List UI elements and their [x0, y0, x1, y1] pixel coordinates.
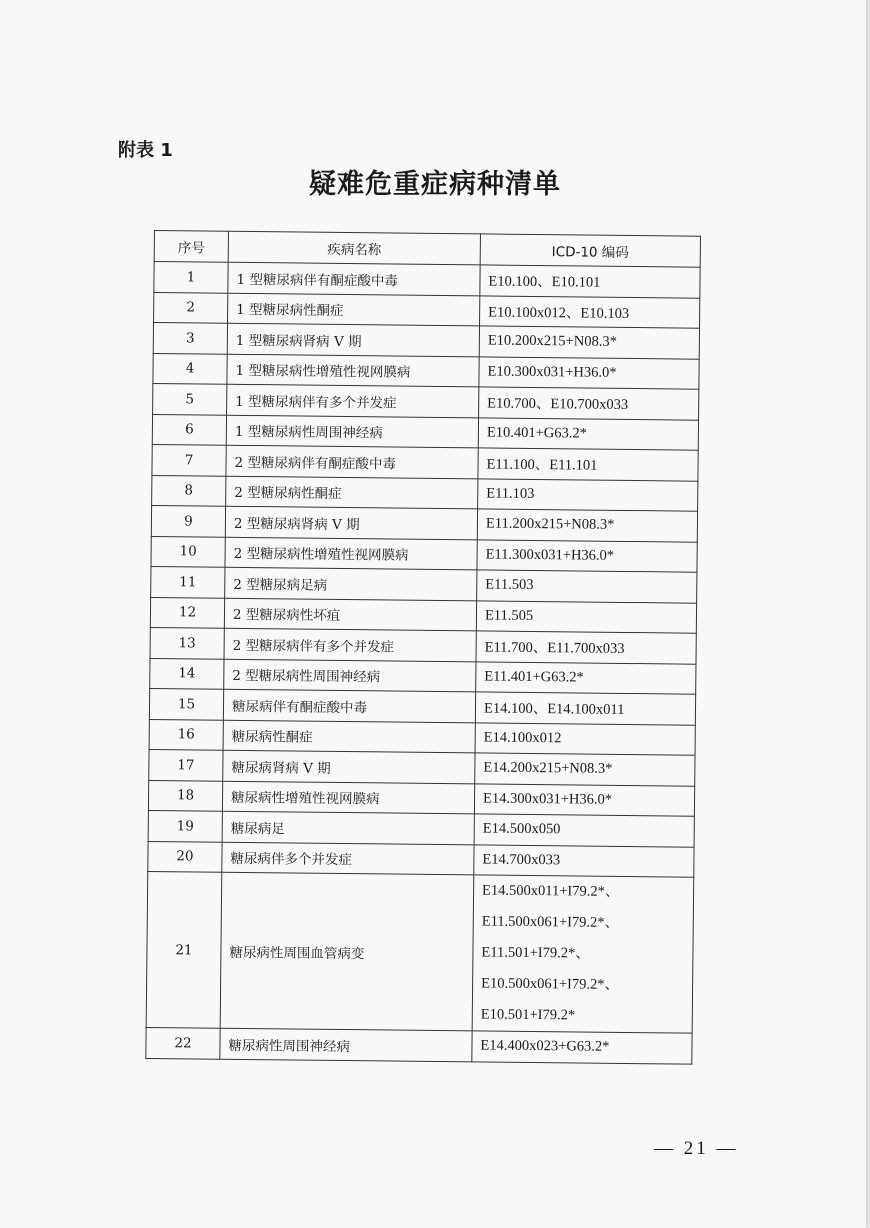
- icd-code-line: E11.501+I79.2*、: [481, 944, 590, 962]
- icd-code-line: E10.100x012、E10.103: [488, 304, 630, 322]
- icd-code-line: E11.200x215+N08.3*: [485, 515, 615, 534]
- row-disease-name: 2 型糖尿病性增殖性视网膜病: [225, 537, 477, 570]
- row-disease-name: 1 型糖尿病性周围神经病: [226, 415, 478, 448]
- row-disease-name: 2 型糖尿病性周围神经病: [224, 659, 476, 692]
- row-serial-number: 6: [152, 414, 226, 445]
- row-serial-number: 8: [152, 475, 226, 506]
- row-serial-number: 11: [151, 566, 225, 597]
- row-icd-code: [475, 722, 695, 755]
- row-serial-number: 13: [150, 627, 224, 658]
- icd-code-line: E14.300x031+H36.0*: [482, 790, 613, 808]
- icd-code-line: E14.100、E14.100x011: [483, 700, 625, 719]
- header-serial-number: 序号: [154, 231, 228, 263]
- icd-code-line: E14.500x011+I79.2*、: [482, 882, 620, 900]
- row-serial-number: 1: [154, 262, 228, 293]
- row-serial-number: 20: [148, 841, 222, 872]
- row-serial-number: 15: [149, 688, 223, 719]
- row-serial-number: 10: [151, 536, 225, 567]
- row-disease-name: 2 型糖尿病伴有多个并发症: [224, 628, 476, 661]
- row-disease-name: 糖尿病性增殖性视网膜病: [222, 781, 474, 814]
- row-icd-code: [478, 448, 698, 481]
- icd-code-line: E11.100、E11.101: [486, 456, 598, 474]
- document-title: 疑难危重症病种清单: [309, 169, 561, 200]
- row-disease-name: 糖尿病伴有酮症酸中毒: [223, 689, 475, 722]
- row-serial-number: 3: [153, 323, 227, 354]
- row-disease-name: 1 型糖尿病伴有多个并发症: [227, 384, 479, 417]
- row-disease-name: 糖尿病性周围血管病变: [220, 872, 474, 1031]
- row-disease-name: 1 型糖尿病伴有酮症酸中毒: [228, 262, 480, 295]
- row-serial-number: 18: [148, 780, 222, 811]
- icd-code-line: E14.500x050: [482, 820, 561, 838]
- table-body: [146, 262, 700, 1064]
- row-icd-code: [474, 814, 694, 847]
- icd-code-line: E10.300x031+H36.0*: [487, 363, 617, 381]
- disease-table: [145, 230, 701, 1064]
- row-icd-code: [480, 265, 700, 298]
- row-icd-code: [479, 326, 699, 359]
- table-row: [146, 1027, 692, 1063]
- header-disease-name: 疾病名称: [228, 231, 480, 265]
- row-disease-name: 2 型糖尿病足病: [225, 567, 477, 600]
- row-serial-number: 21: [146, 871, 222, 1028]
- row-serial-number: 5: [153, 383, 227, 414]
- row-icd-code: [480, 295, 700, 328]
- row-icd-code: [479, 356, 699, 389]
- row-icd-code: [476, 661, 696, 694]
- row-serial-number: 7: [152, 444, 226, 475]
- row-serial-number: 22: [146, 1027, 220, 1058]
- row-icd-code: [475, 753, 695, 786]
- icd-code-line: E14.200x215+N08.3*: [483, 759, 613, 778]
- row-disease-name: 1 型糖尿病肾病 V 期: [227, 323, 479, 356]
- row-icd-code: [472, 1031, 692, 1064]
- row-icd-code: [474, 844, 694, 877]
- row-disease-name: 2 型糖尿病性酮症: [226, 476, 478, 509]
- icd-code-line: E10.200x215+N08.3*: [487, 332, 617, 351]
- row-disease-name: 1 型糖尿病性酮症: [228, 293, 480, 326]
- row-disease-name: 1 型糖尿病性增殖性视网膜病: [227, 354, 479, 387]
- row-serial-number: 17: [149, 749, 223, 780]
- row-icd-code: [476, 631, 696, 664]
- row-disease-name: 糖尿病伴多个并发症: [222, 842, 474, 875]
- icd-code-line: E11.503: [485, 576, 534, 594]
- row-disease-name: 糖尿病性酮症: [223, 720, 475, 753]
- row-disease-name: 糖尿病肾病 V 期: [223, 750, 475, 783]
- row-icd-code: [476, 600, 696, 633]
- row-icd-code: [478, 417, 698, 450]
- icd-code-line: E11.103: [486, 485, 535, 502]
- row-icd-code: [477, 539, 697, 572]
- row-serial-number: 2: [154, 292, 228, 323]
- row-icd-code: [475, 692, 695, 725]
- row-serial-number: 14: [150, 658, 224, 689]
- row-icd-code: [472, 875, 694, 1033]
- icd-code-line: E10.100、E10.101: [488, 273, 601, 291]
- icd-code-line: E10.401+G63.2*: [486, 424, 587, 442]
- icd-code-line: E11.700、E11.700x033: [484, 639, 625, 658]
- row-icd-code: [477, 570, 697, 603]
- icd-code-line: E14.100x012: [483, 729, 562, 747]
- icd-code-line: E11.300x031+H36.0*: [485, 546, 615, 564]
- row-serial-number: 16: [149, 719, 223, 750]
- row-serial-number: 19: [148, 810, 222, 841]
- icd-code-line: E11.500x061+I79.2*、: [481, 913, 620, 931]
- row-serial-number: 4: [153, 353, 227, 384]
- icd-code-line: E10.500x061+I79.2*、: [481, 975, 620, 993]
- row-icd-code: [477, 509, 697, 542]
- row-serial-number: 9: [151, 505, 225, 536]
- row-disease-name: 糖尿病性周围神经病: [220, 1028, 472, 1061]
- icd-code-line: E14.700x033: [482, 851, 561, 869]
- header-icd-code: ICD-10 编码: [480, 234, 700, 267]
- row-disease-name: 糖尿病足: [222, 811, 474, 844]
- row-icd-code: [479, 387, 699, 420]
- icd-code-line: E10.700、E10.700x033: [487, 395, 629, 414]
- icd-code-line: E10.501+I79.2*: [480, 1006, 576, 1024]
- row-serial-number: 12: [150, 597, 224, 628]
- row-icd-code: [474, 783, 694, 816]
- appendix-label: 附表 1: [118, 140, 173, 161]
- row-disease-name: 2 型糖尿病伴有酮症酸中毒: [226, 445, 478, 478]
- icd-code-line: E11.401+G63.2*: [484, 668, 584, 686]
- row-icd-code: [478, 478, 698, 511]
- icd-code-line: E11.505: [484, 607, 534, 624]
- row-disease-name: 2 型糖尿病性坏疽: [224, 598, 476, 631]
- row-disease-name: 2 型糖尿病肾病 V 期: [225, 506, 477, 539]
- page-number: — 21 —: [654, 1138, 739, 1159]
- icd-code-line: E14.400x023+G63.2*: [480, 1037, 610, 1056]
- table-row: [146, 871, 694, 1033]
